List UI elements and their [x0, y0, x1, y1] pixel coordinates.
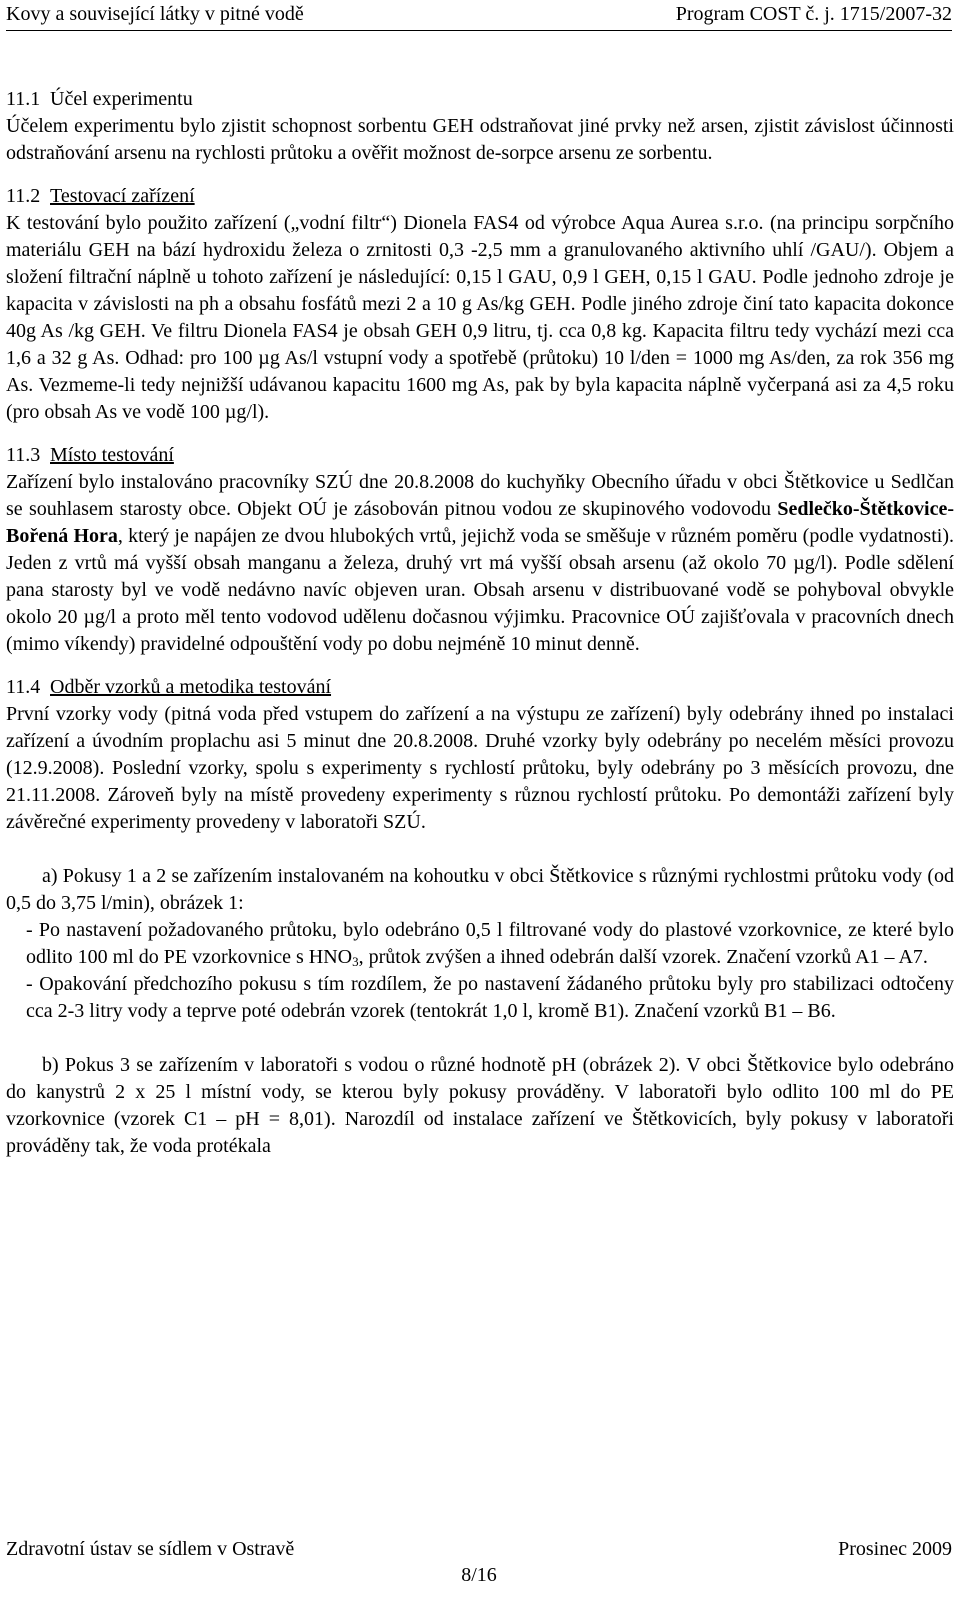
- section-paragraph: K testování bylo použito zařízení („vodní filtr“) Dionela FAS4 od výrobce Aqua Aurea s.r.o. (na principu sorpčního materiálu GEH na bází hydroxidu železa o zrnitosti 0,3 -2,5 mm a granulovaného aktivního uhlí /GAU/). Objem a složení filtrační náplně u tohoto zařízení je následující: 0,15 l GAU, 0,9 l GEH, 0,15 l GAU. Podle jednoho zdroje je kapacita v závislosti na ph a obsahu fosfátů mezi 2 a 10 g As/kg GEH. Podle jiného zdroje činí tato kapacita dokonce 40g As /kg GEH. Ve filtru Dionela FAS4 je obsah GEH 0,9 litru, tj. cca 0,8 kg. Kapacita filtru tedy vychází mezi cca 1,6 a 32 g As. Odhad: pro 100 µg As/l vstupní vody a spotřebě (průtoku) 10 l/den = 1000 mg As/den, za rok 356 mg As. Vezmeme-li tedy nejnižší udávanou kapacitu 1600 mg As, pak by byla kapacita náplně vyčerpaná asi za 4,5 roku (pro obsah As ve vodě 100 µg/l).: [6, 212, 954, 423]
- experiment-a-intro: a) Pokusy 1 a 2 se zařízením instalovaném na kohoutku v obci Štětkovice s různými rychlostmi průtoku vody (od 0,5 do 3,75 l/min), obrázek 1:: [6, 865, 954, 914]
- water-system-name: Sedlečko-Štětkovice-Bořená Hora: [6, 498, 954, 547]
- section-heading-11-3: [6, 442, 954, 469]
- section-title: Účel experimentu: [50, 88, 193, 110]
- list-item: [6, 917, 954, 971]
- subscript: 3: [352, 954, 359, 969]
- page-footer: [6, 1538, 952, 1608]
- footer-date: Prosinec 2009: [838, 1538, 952, 1560]
- section-heading-11-2: [6, 183, 954, 210]
- section-heading-11-4: [6, 674, 954, 701]
- experiment-b-paragraph: b) Pokus 3 se zařízením v laboratoři s vodou o různé hodnotě pH (obrázek 2). V obci Štětkovice bylo odebráno do kanystrů 2 x 25 l místní vody, se kterou byly pokusy prováděny. V laboratoři bylo odlito 100 ml do PE vzorkovnice (vzorek C1 – pH = 8,01). Narozdíl od instalace zařízení ve Štětkovicích, byly pokusy v laboratoři prováděny tak, že voda protékala: [6, 1054, 954, 1157]
- section-paragraph: [6, 469, 954, 658]
- section-title: Testovací zařízení: [50, 185, 195, 207]
- section-paragraph: První vzorky vody (pitná voda před vstupem do zařízení a na výstupu ze zařízení) byly odebrány ihned po instalaci zařízení a úvodním proplachu asi 5 minut dne 20.8.2008. Druhé vzorky byly odebrány po necelém měsíci provozu (12.9.2008). Poslední vzorky, spolu s experimenty s rychlostí průtoku, byly odebrány po 3 měsících provozu, dne 21.11.2008. Zároveň byly na místě provedeny experimenty s různou rychlostí průtoku. Po demontáži zařízení byly závěrečné experimenty provedeny v laboratoři SZÚ.: [6, 703, 954, 833]
- section-paragraph: Účelem experimentu bylo zjistit schopnost sorbentu GEH odstraňovat jiné prvky než arsen, zjistit závislost účinnosti odstraňování arsenu na rychlosti průtoku a ověřit možnost de-sorpce arsenu ze sorbentu.: [6, 115, 954, 164]
- section-number: 11.2: [6, 185, 41, 207]
- paragraph-text: Zařízení bylo instalováno pracovníky SZÚ dne 20.8.2008 do kuchyňky Obecního úřadu v obci Štětkovice u Sedlčan se souhlasem starosty obce. Objekt OÚ je zásobován pitnou vodou ze skupinového vodovodu: [6, 471, 954, 520]
- section-number: 11.4: [6, 676, 41, 698]
- paragraph-text: - Po nastavení požadovaného průtoku, bylo odebráno 0,5 l filtrované vody do plastové vzorkovnice, ze které bylo odlito 100 ml do PE vzorkovnice s HNO: [26, 919, 954, 968]
- footer-institution: Zdravotní ústav se sídlem v Ostravě: [6, 1538, 295, 1560]
- list-item: - Opakování předchozího pokusu s tím rozdílem, že po nastavení žádaného průtoku byly pro stabilizaci odtočeny cca 2-3 litry vody a teprve poté odebrán vzorek (tentokrát 1,0 l, kromě B1). Značení vzorků B1 – B6.: [26, 973, 954, 1022]
- paragraph-text: , průtok zvýšen a ihned odebrán další vzorek. Značení vzorků A1 – A7.: [358, 946, 928, 968]
- section-title: Místo testování: [50, 444, 174, 466]
- header-program: Program COST č. j. 1715/2007-32: [675, 3, 952, 25]
- section-number: 11.3: [6, 444, 41, 466]
- header-title: Kovy a související látky v pitné vodě: [6, 3, 304, 25]
- paragraph-text: , který je napájen ze dvou hlubokých vrtů, jejichž voda se směšuje v různém poměru (podle vydatnosti). Jeden z vrtů má vyšší obsah manganu a železa, druhý vrt má vyšší obsah arsenu (až okolo 70 µg/l). Podle sdělení pana starosty byl ve vodě nedávno navíc objeven uran. Obsah arsenu v distribuované vodě se pohyboval obvykle okolo 20 µg/l a proto měl tento vodovod udělenu dočasnou výjimku. Pracovnice OÚ zajišťovala v pracovních dnech (mimo víkendy) pravidelné odpouštění vody po dobu nejméně 10 minut denně.: [6, 525, 954, 655]
- page-header: [6, 0, 952, 31]
- page-number: 8/16: [461, 1564, 497, 1586]
- section-title: Odběr vzorků a metodika testování: [50, 676, 332, 698]
- page-content: [6, 86, 954, 1160]
- section-heading-11-1: [6, 86, 954, 113]
- section-number: 11.1: [6, 88, 41, 110]
